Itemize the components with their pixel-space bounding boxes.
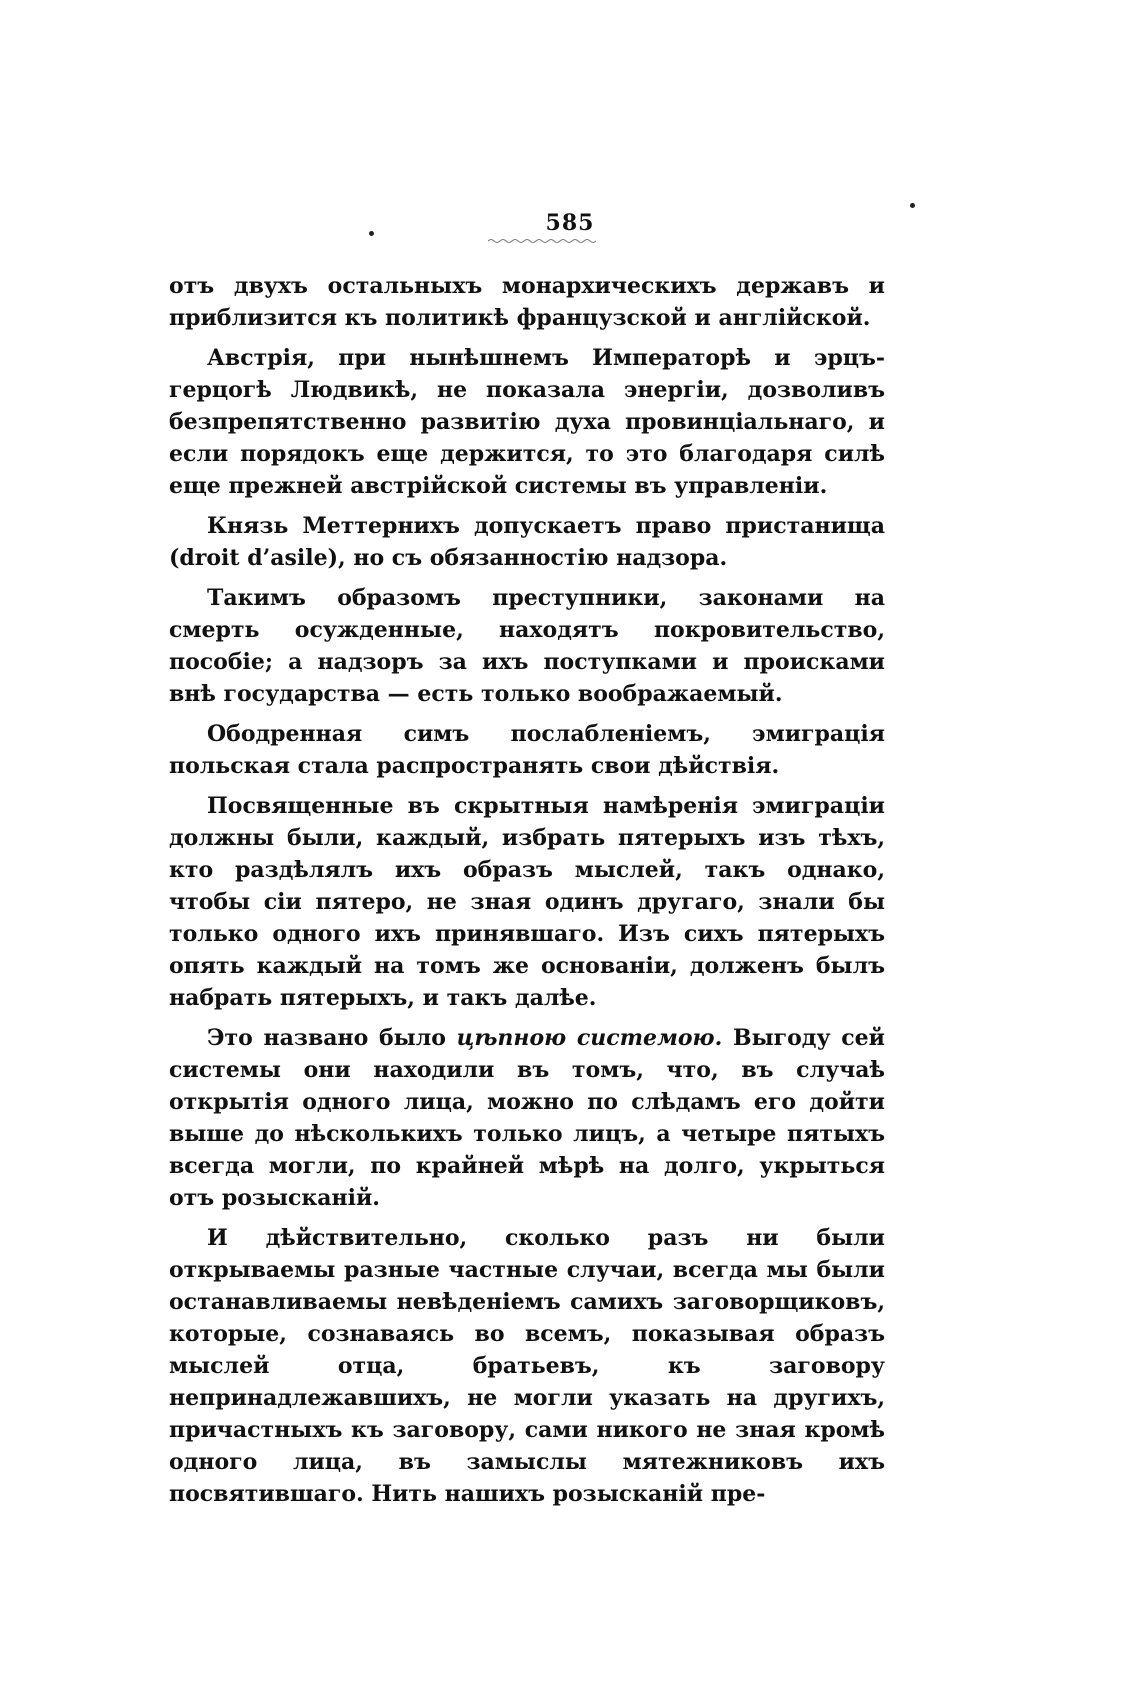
paragraph: Ободренная симъ послабленіемъ, эмиграція польская стала распространять свои дѣйствія. (169, 721, 885, 779)
paragraph: Князь Меттернихъ допускаетъ право пристанища (droit d’asile), но съ обязанностію надзора. (169, 513, 885, 571)
page-number-rule (488, 238, 598, 244)
paragraph: И дѣйствительно, сколько разъ ни были открываемы разные частные случаи, всегда мы были останавливаемы невѣденіемъ самихъ заговорщиковъ, которые, сознаваясь во всемъ, показывая образъ мыслей отца, братьевъ, къ заговору непринадлежавшихъ, не могли указать на другихъ, причастныхъ къ заговору, сами никого не зная кромѣ одного лица, въ замыслы мятежниковъ ихъ посвятившаго. Нить нашихъ розысканій пре- (169, 1225, 885, 1507)
page-number: 585 (545, 210, 595, 236)
stray-ink-dot (910, 203, 915, 208)
body-text (169, 270, 885, 1518)
paragraph: отъ двухъ остальныхъ монархическихъ державъ и приблизится къ политикѣ французской и англійской. (169, 273, 885, 331)
paragraph-text: Это названо было (207, 1025, 457, 1051)
paragraph: Посвященные въ скрытныя намѣренія эмиграціи должны были, каждый, избрать пятерыхъ изъ тѣхъ, кто раздѣлялъ ихъ образъ мыслей, такъ однако, чтобы сіи пятеро, не зная одинъ другаго, знали бы только одного ихъ принявшаго. Изъ сихъ пятерыхъ опять каждый на томъ же основаніи, долженъ былъ набрать пятерыхъ, и такъ далѣе. (169, 793, 885, 1011)
emphasized-term: цѣпною системою. (456, 1025, 723, 1051)
paragraph-text: Выгоду сей системы они находили въ томъ, что, въ случаѣ открытія одного лица, можно по слѣдамъ его дойти выше до нѣсколькихъ только лицъ, а четыре пятыхъ всегда могли, по крайней мѣрѣ на долго, укрыться отъ розысканій. (169, 1025, 885, 1211)
paragraph: Такимъ образомъ преступники, законами на смерть осужденные, находятъ покровительство, пособіе; а надзоръ за ихъ поступками и происками внѣ государства — есть только воображаемый. (169, 585, 885, 707)
paragraph (169, 1022, 885, 1214)
paragraph: Австрія, при нынѣшнемъ Императорѣ и эрцъ-герцогѣ Людвикѣ, не показала энергіи, дозволивъ безпрепятственно развитію духа провинціальнаго, и если порядокъ еще держится, то это благодаря силѣ еще прежней австрійской системы въ управленіи. (169, 345, 885, 499)
